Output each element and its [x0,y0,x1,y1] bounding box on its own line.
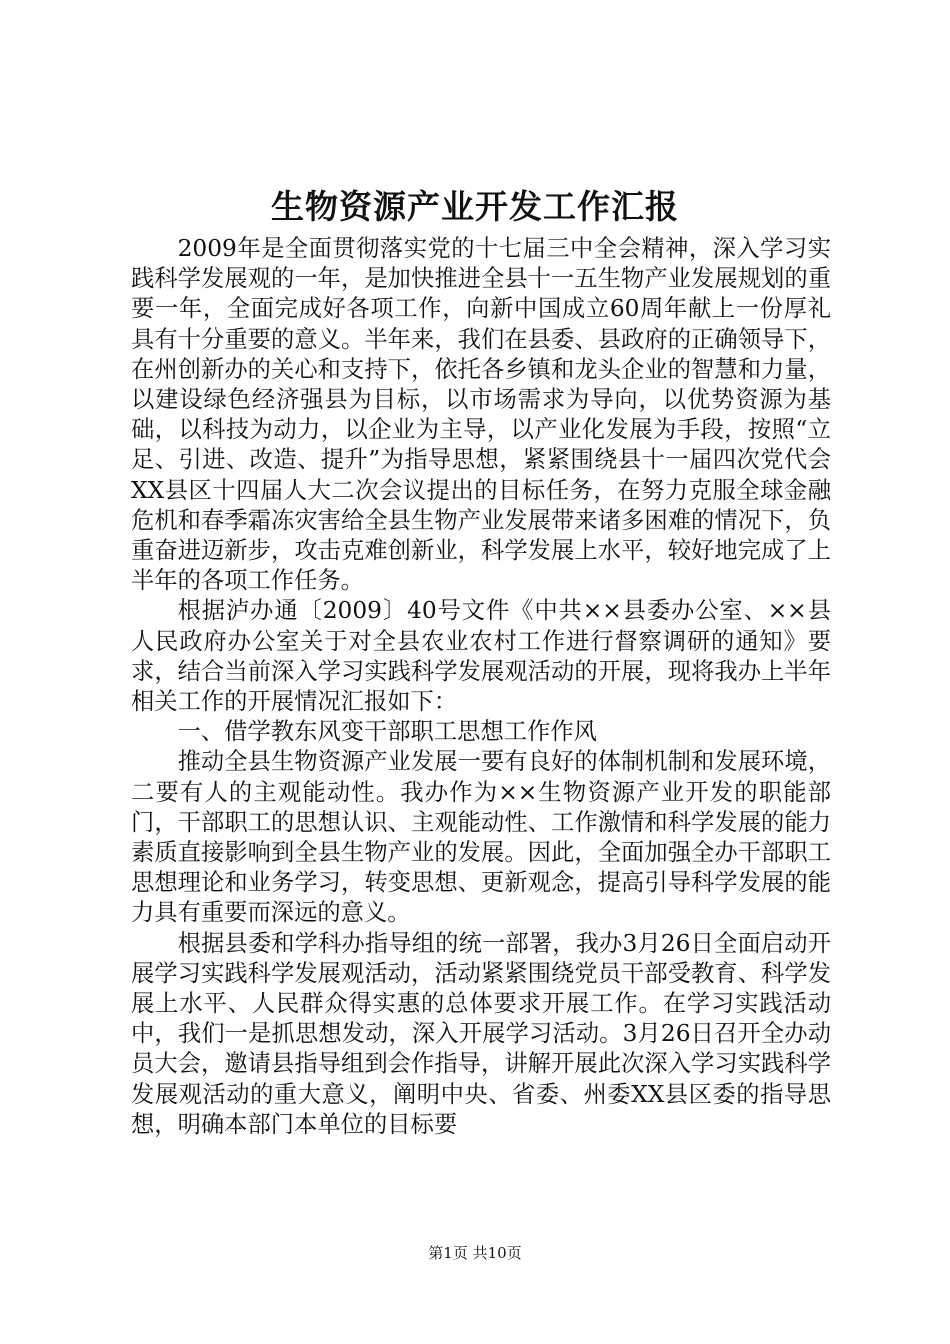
document-title: 生物资源产业开发工作汇报 [271,187,679,226]
section-heading: 一、借学教东风变干部职工思想工作作风 [177,718,597,746]
paragraph: 根据泸办通〔2009〕40号文件《中共××县委办公室、××县人民政府办公室关于对全县农业农村工作进行督察调研的通知》要求，结合当前深入学习实践科学发展观活动的开展，现将我办上半年相关工作的开展情况汇报如下： [131,597,831,716]
paragraph: 推动全县生物资源产业发展一要有良好的体制机制和发展环境，二要有人的主观能动性。我办作为××生物资源产业开发的职能部门，干部职工的思想认识、主观能动性、工作激情和科学发展的能力素质直接影响到全县生物产业的发展。因此，全面加强全办干部职工思想理论和业务学习，转变思想、更新观念，提高引导科学发展的能力具有重要而深远的意义。 [131,748,831,927]
document-body [131,234,831,1140]
paragraph: 根据县委和学科办指导组的统一部署，我办3月26日全面启动开展学习实践科学发展观活动，活动紧紧围绕党员干部受教育、科学发展上水平、人民群众得实惠的总体要求开展工作。在学习实践活动中，我们一是抓思想发动，深入开展学习活动。3月26日召开全办动员大会，邀请县指导组到会作指导，讲解开展此次深入学习实践科学发展观活动的重大意义，阐明中央、省委、州委XX县区委的指导思想，明确本部门本单位的目标要 [131,929,831,1138]
paragraph: 2009年是全面贯彻落实党的十七届三中全会精神，深入学习实践科学发展观的一年，是加快推进全县十一五生物产业发展规划的重要一年，全面完成好各项工作，向新中国成立60周年献上一份厚礼具有十分重要的意义。半年来，我们在县委、县政府的正确领导下，在州创新办的关心和支持下，依托各乡镇和龙头企业的智慧和力量，以建设绿色经济强县为目标，以市场需求为导向，以优势资源为基础，以科技为动力，以企业为主导，以产业化发展为手段，按照“立足、引进、改造、提升”为指导思想，紧紧围绕县十一届四次党代会XX县区十四届人大二次会议提出的目标任务，在努力克服全球金融危机和春季霜冻灾害给全县生物产业发展带来诸多困难的情况下，负重奋进迈新步，攻击克难创新业，科学发展上水平，较好地完成了上半年的各项工作任务。 [131,235,831,595]
page-number-footer: 第1页 共10页 [428,1244,522,1262]
